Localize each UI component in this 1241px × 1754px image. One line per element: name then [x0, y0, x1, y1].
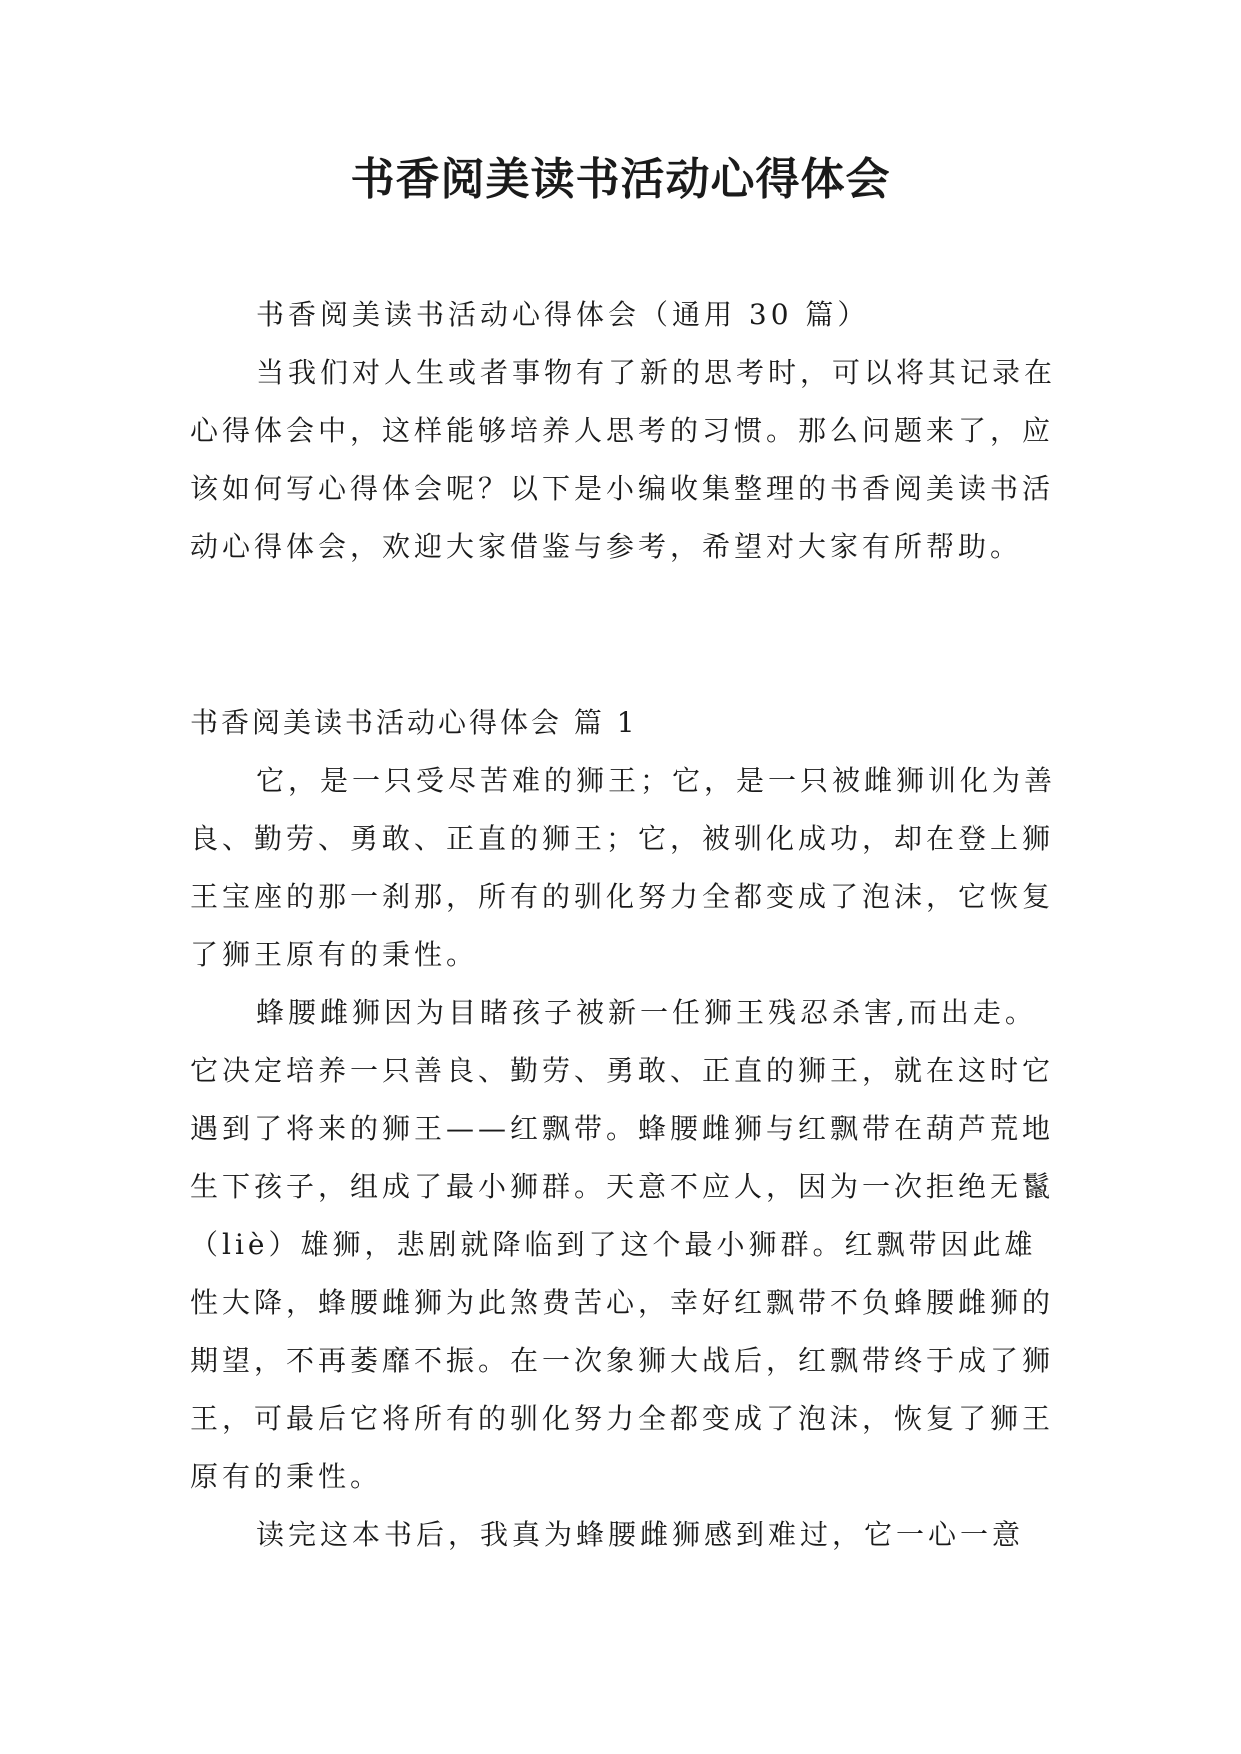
- document-subtitle: 书香阅美读书活动心得体会（通用 30 篇）: [256, 298, 870, 331]
- body-paragraph-3: 读完这本书后，我真为蜂腰雌狮感到难过，它一心一意: [256, 1518, 1025, 1551]
- document-title: 书香阅美读书活动心得体会: [350, 154, 891, 205]
- body-paragraph-2: 蜂腰雌狮因为目睹孩子被新一任狮王残忍杀害,而出走。它决定培养一只善良、勤劳、勇敢、正直的狮王，就在这时它遇到了将来的狮王——红飘带。蜂腰雌狮与红飘带在葫芦荒地生下孩子，组成了最小狮群。天意不应人，因为一次拒绝无鬣（liè）雄狮，悲剧就降临到了这个最小狮群。红飘带因此雄性大降，蜂腰雌狮为此煞费苦心，幸好红飘带不负蜂腰雌狮的期望，不再萎靡不振。在一次象狮大战后，红飘带终于成了狮王，可最后它将所有的驯化努力全都变成了泡沫，恢复了狮王原有的秉性。: [190, 996, 1055, 1493]
- intro-paragraph: 当我们对人生或者事物有了新的思考时，可以将其记录在心得体会中，这样能够培养人思考的习惯。那么问题来了，应该如何写心得体会呢？以下是小编收集整理的书香阅美读书活动心得体会，欢迎大家借鉴与参考，希望对大家有所帮助。: [190, 356, 1057, 563]
- section-heading: 书香阅美读书活动心得体会 篇 1: [190, 706, 638, 739]
- body-paragraph-1: 它，是一只受尽苦难的狮王；它，是一只被雌狮训化为善良、勤劳、勇敢、正直的狮王；它，被驯化成功，却在登上狮王宝座的那一刹那，所有的驯化努力全都变成了泡沫，它恢复了狮王原有的秉性。: [190, 764, 1057, 971]
